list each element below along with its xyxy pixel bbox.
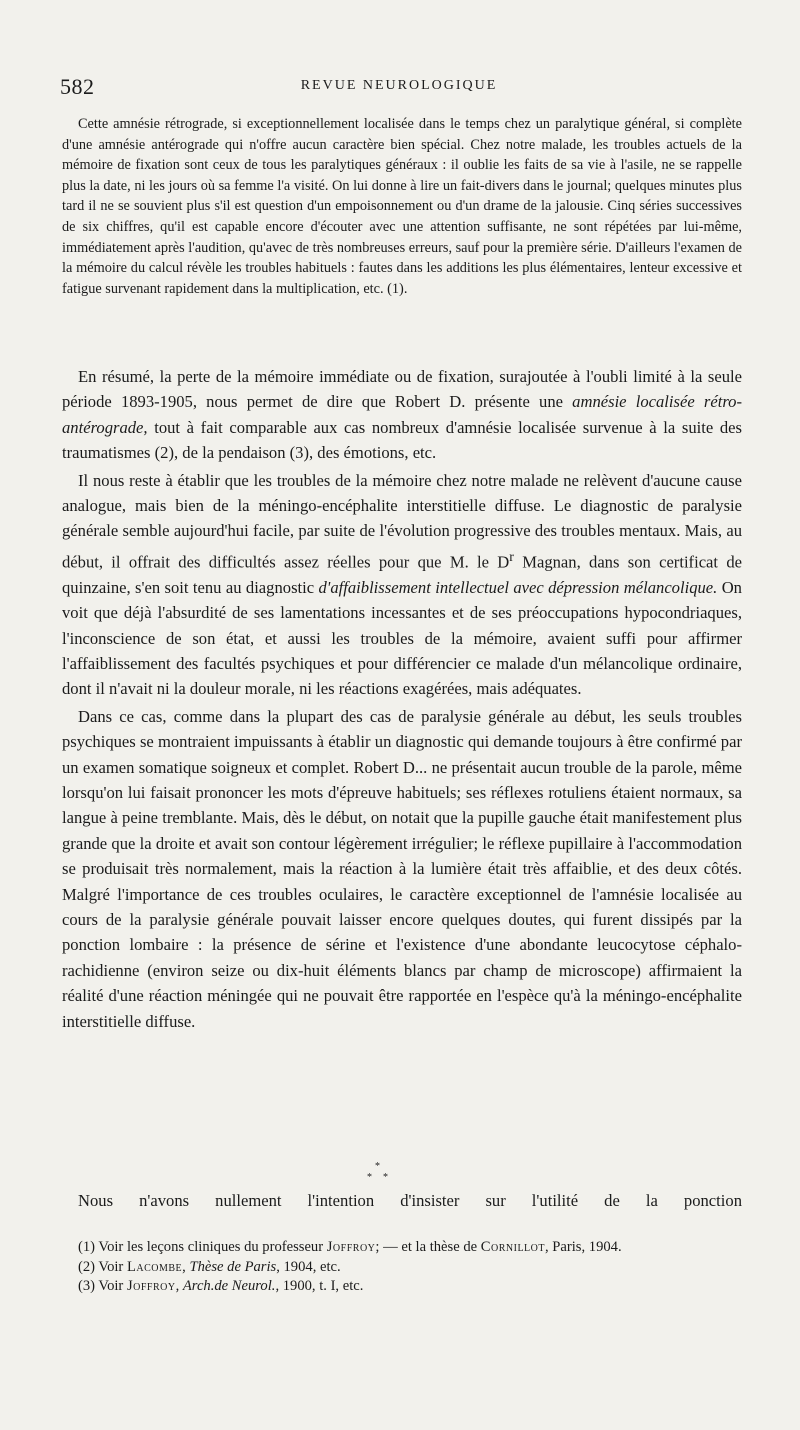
footnote-3: (3) Voir Joffroy, Arch.de Neurol., 1900, t. I, etc. [78, 1278, 364, 1294]
running-head [60, 74, 738, 104]
asterism-star-top: * [375, 1161, 380, 1172]
small-print-paragraph [62, 114, 742, 299]
paragraph-resume: En résumé, la perte de la mémoire immédiate ou de fixation, surajoutée à l'oubli limité à la seule période 1893-1905, nous permet de dire que Robert D. présente une amnésie localisée rétro-antérograde, tout à fait comparable aux cas nombreux d'amnésie localisée survenue à la suite des traumatismes (2), de la pendaison (3), des émotions, etc. [62, 367, 742, 463]
footnote-2: (2) Voir Lacombe, Thèse de Paris, 1904, etc. [78, 1258, 341, 1275]
paragraph-amnesia-retrograde: Cette amnésie rétrograde, si exceptionnellement localisée dans le temps chez un paralytique général, si complète d'une amnésie antérograde qui n'offre aucun caractère bien spécial. Chez notre malade, les troubles actuels de la mémoire de fixation sont ceux de tous les paralytiques généraux : il oublie les faits de sa vie à l'asile, ne se rappelle plus la date, ni les jours où sa femme l'a visité. On lui donne à lire un fait-divers dans le journal; quelques minutes plus tard il ne se souvient plus s'il est question d'un empoisonnement ou d'un drame de la jalousie. Cinq séries successives de six chiffres, qu'il est capable encore d'écouter avec une attention suffisante, ne sont répétées par lui-même, immédiatement après l'audition, qu'avec de très nombreuses erreurs, sauf pour la première série. D'ailleurs l'examen de la mémoire du calcul révèle les troubles habituels : fautes dans les additions les plus élémentaires, lenteur excessive et fatigue survenant rapidement dans la multiplication, etc. (1). [62, 116, 742, 297]
journal-title: REVUE NEUROLOGIQUE [300, 78, 498, 93]
asterism-star-left: * [367, 1172, 372, 1183]
asterism-star-right: * [383, 1172, 388, 1183]
footnotes [62, 1238, 742, 1297]
footnote-1: (1) Voir les leçons cliniques du professeur Joffroy; — et la thèse de Cornillot, Paris, 1904. [78, 1239, 622, 1255]
asterism-separator [360, 1160, 400, 1190]
paragraph-ponction-start: Nous n'avons nullement l'intention d'insister sur l'utilité de la ponction [78, 1191, 742, 1210]
paragraph-diagnostic: Il nous reste à établir que les troubles de la mémoire chez notre malade ne relèvent d'aucune cause analogue, mais bien de la méningo-encéphalite interstitielle diffuse. Le diagnostic de paralysie générale semble aujourd'hui facile, par suite de l'évolution progressive des troubles mentaux. Mais, au début, il offrait des difficultés assez réelles pour que M. le $D^r$ Magnan, dans son certificat de quinzaine, s'en soit tenu au diagnostic d'affaiblissement intellectuel avec dépression mélancolique. On voit que déjà l'absurdité de ses lamentations incessantes et de ses préoccupations hypocondriaques, l'inconscience de son état, et aussi les troubles de la mémoire, avaient suffi pour affirmer l'affaiblissement des facultés psychiques et pour différencier ce malade d'un mélancolique ordinaire, dont il n'avait ni la douleur morale, ni les réactions exagérées, mais adéquates. [62, 470, 742, 699]
term-amnesie-localisee: amnésie localisée rétro-antérograde, [62, 392, 742, 437]
main-body [62, 364, 742, 1034]
page-number: 582 [60, 74, 95, 99]
paragraph-examen-somatique: Dans ce cas, comme dans la plupart des cas de paralysie générale au début, les seuls troubles psychiques se montraient impuissants à établir un diagnostic qui demande toujours à être confirmé par un examen somatique soigneux et complet. Robert D... ne présentait aucun trouble de la parole, même lorsqu'on lui faisait prononcer les mots d'épreuve habituels; ses réflexes rotuliens étaient normaux, sa langue à peine tremblante. Mais, dès le début, on notait que la pupille gauche était manifestement plus grande que la droite et avait son contour légèrement irrégulier; le réflexe pupillaire à l'accommodation se produisait très normalement, mais la réaction à la lumière était très affaiblie, et des deux côtés. Malgré l'importance de ces troubles oculaires, le caractère exceptionnel de l'amnésie localisée au cours de la paralysie générale pouvait laisser encore quelques doutes, qui furent dissipés par la ponction lombaire : la présence de sérine et l'existence d'une abondante leucocytose céphalo-rachidienne (environ seize ou dix-huit éléments blancs par champ de microscope) affirmaient la réalité d'une réaction méningée qui ne pouvait être rapportée en l'espèce qu'à la méningo-encéphalite interstitielle diffuse. [62, 706, 742, 1031]
term-affaiblissement: d'affaiblissement intellectuel avec dépression mélancolique. [318, 577, 718, 597]
